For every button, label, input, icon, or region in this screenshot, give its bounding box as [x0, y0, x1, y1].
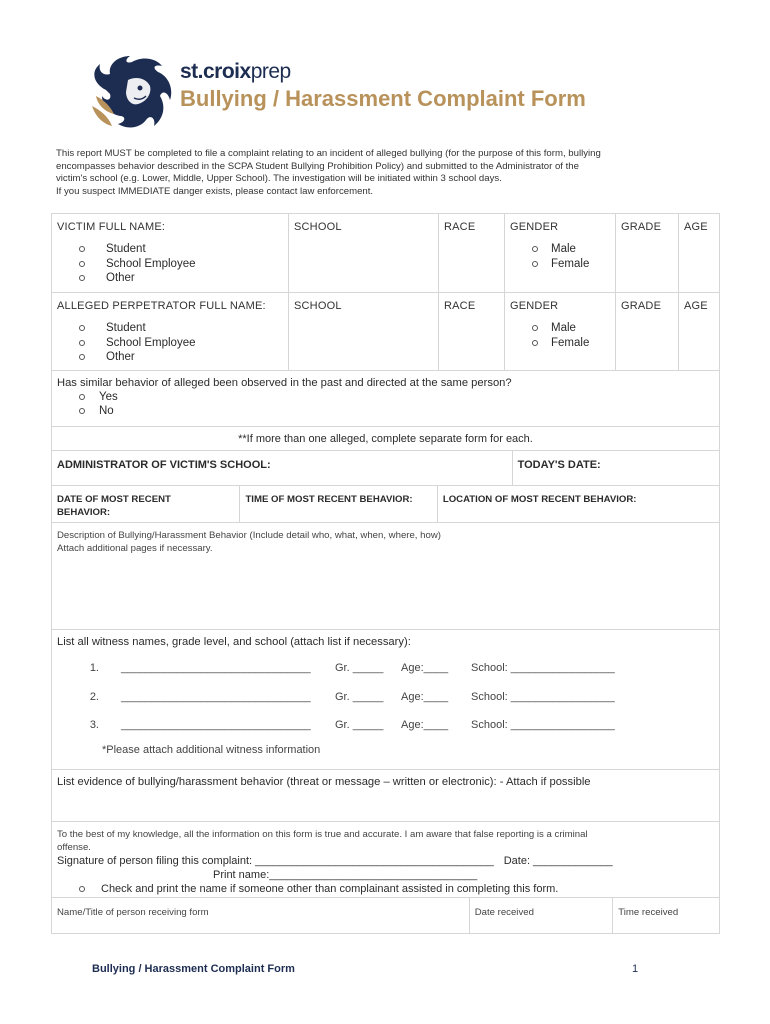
witness-row	[52, 630, 719, 770]
perpetrator-role-employee[interactable]: School Employee	[57, 336, 283, 351]
witness-entry-3[interactable]: 3. _______________________________ Gr. _____ Age:____ School: _________________	[89, 719, 615, 732]
radio-circle-icon[interactable]	[532, 246, 538, 252]
administrator-field[interactable]: ADMINISTRATOR OF VICTIM'S SCHOOL:	[52, 451, 513, 485]
perpetrator-name-field[interactable]: ALLEGED PERPETRATOR FULL NAME: Student School Employee Other	[52, 293, 289, 370]
victim-role-employee[interactable]: School Employee	[57, 257, 283, 272]
victim-role-options	[57, 242, 283, 286]
description-row	[52, 523, 719, 630]
attestation-section: To the best of my knowledge, all the information on this form is true and accurate. I am aware that false reporting is a criminal offense. Signature of person filing this complaint: _______________________________________ Date: _____________ Print name:__________________________________ Check and print the name if someone other than complainant assisted in completing this form.	[52, 822, 719, 897]
perpetrator-role-other[interactable]: Other	[57, 350, 283, 365]
witness-section	[52, 630, 719, 769]
radio-circle-icon[interactable]	[79, 394, 85, 400]
similar-behavior-row	[52, 371, 719, 427]
time-received-field[interactable]: Time received	[618, 907, 679, 918]
radio-circle-icon[interactable]	[79, 325, 85, 331]
similar-behavior-options	[57, 390, 714, 418]
witness-note: *Please attach additional witness information	[102, 743, 321, 756]
victim-gender-female[interactable]: Female	[510, 257, 610, 272]
victim-gender-male[interactable]: Male	[510, 242, 610, 257]
victim-grade-field[interactable]: GRADE	[616, 214, 679, 292]
complaint-form	[51, 213, 720, 934]
receiver-name-field[interactable]: Name/Title of person receiving form	[52, 898, 470, 933]
page-number: 1	[632, 963, 639, 975]
multiple-alleged-note: **If more than one alleged, complete separate form for each.	[238, 433, 533, 445]
print-name-line[interactable]: Print name:__________________________________	[213, 869, 478, 881]
perpetrator-gender-field[interactable]: GENDER Male Female	[505, 293, 616, 370]
radio-circle-icon[interactable]	[79, 354, 85, 360]
radio-circle-icon[interactable]	[79, 886, 85, 892]
perpetrator-grade-field[interactable]: GRADE	[616, 293, 679, 370]
evidence-field[interactable]: List evidence of bullying/harassment behavior (threat or message – written or electronic): - Attach if possible	[57, 776, 591, 788]
perpetrator-race-field[interactable]: RACE	[439, 293, 505, 370]
victim-role-student[interactable]: Student	[57, 242, 283, 257]
victim-gender-options	[510, 242, 610, 271]
perpetrator-row	[52, 293, 719, 371]
recent-behavior-row	[52, 486, 719, 523]
victim-role-other[interactable]: Other	[57, 271, 283, 286]
perpetrator-gender-male[interactable]: Male	[510, 321, 610, 336]
perpetrator-role-options	[57, 321, 283, 365]
receipt-row	[52, 898, 719, 933]
perpetrator-role-student[interactable]: Student	[57, 321, 283, 336]
evidence-row	[52, 770, 719, 822]
attestation-row	[52, 822, 719, 898]
radio-circle-icon[interactable]	[79, 261, 85, 267]
victim-age-field[interactable]: AGE	[684, 221, 708, 233]
victim-school-field[interactable]: SCHOOL	[289, 214, 439, 292]
similar-behavior-question: Has similar behavior of alleged been observed in the past and directed at the same person? Yes No	[52, 371, 719, 426]
todays-date-field[interactable]: TODAY'S DATE:	[517, 459, 601, 471]
perpetrator-gender-options	[510, 321, 610, 350]
description-field[interactable]: Description of Bullying/Harassment Behavior (Include detail who, what, when, where, how) Attach additional pages if necessary.	[57, 530, 441, 554]
date-received-field[interactable]: Date received	[470, 898, 614, 933]
victim-race-field[interactable]: RACE	[439, 214, 505, 292]
lion-logo-icon	[88, 50, 180, 132]
victim-gender-field[interactable]: GENDER Male Female	[505, 214, 616, 292]
multiple-note-row	[52, 427, 719, 451]
witness-entry-2[interactable]: 2. _______________________________ Gr. _____ Age:____ School: _________________	[89, 690, 615, 703]
perpetrator-school-field[interactable]: SCHOOL	[289, 293, 439, 370]
perpetrator-gender-female[interactable]: Female	[510, 336, 610, 351]
radio-circle-icon[interactable]	[79, 408, 85, 414]
recent-location-field[interactable]: LOCATION OF MOST RECENT BEHAVIOR:	[442, 494, 637, 505]
recent-date-field[interactable]: DATE OF MOST RECENT BEHAVIOR:	[52, 486, 240, 522]
radio-circle-icon[interactable]	[532, 261, 538, 267]
assist-check-line[interactable]: Check and print the name if someone other than complainant assisted in completing this form.	[57, 882, 714, 896]
witness-entry-1[interactable]: 1. _______________________________ Gr. _____ Age:____ School: _________________	[89, 662, 615, 675]
radio-circle-icon[interactable]	[79, 340, 85, 346]
similar-no-option[interactable]: No	[57, 404, 714, 418]
admin-row	[52, 451, 719, 486]
radio-circle-icon[interactable]	[79, 246, 85, 252]
radio-circle-icon[interactable]	[79, 275, 85, 281]
footer-title: Bullying / Harassment Complaint Form	[92, 963, 295, 975]
radio-circle-icon[interactable]	[532, 340, 538, 346]
intro-text: This report MUST be completed to file a complaint relating to an incident of alleged bullying (for the purpose of this form, bullying encompasses behavior described in the SCPA Student Bullying Prohibition Policy) and submitted to the Administrator of the victim's school (e.g. Lower, Middle, Upper School). The investigation will be initiated within 3 school days. If you suspect IMMEDIATE danger exists, please contact law enforcement.	[56, 148, 601, 197]
radio-circle-icon[interactable]	[532, 325, 538, 331]
similar-yes-option[interactable]: Yes	[57, 390, 714, 404]
signature-date: Date: _____________	[503, 855, 613, 867]
victim-row	[52, 214, 719, 293]
witness-heading: List all witness names, grade level, and school (attach list if necessary):	[57, 636, 411, 648]
victim-name-field[interactable]: VICTIM FULL NAME: Student School Employee Other	[52, 214, 289, 292]
perpetrator-age-field[interactable]: AGE	[684, 300, 708, 312]
page-title: Bullying / Harassment Complaint Form	[180, 86, 586, 111]
recent-time-field[interactable]: TIME OF MOST RECENT BEHAVIOR:	[240, 486, 437, 522]
brand-name: st.croixprep	[180, 60, 291, 83]
form-header	[88, 50, 688, 140]
signature-line[interactable]: Signature of person filing this complaint: _______________________________________ Date: _____________	[57, 855, 613, 867]
